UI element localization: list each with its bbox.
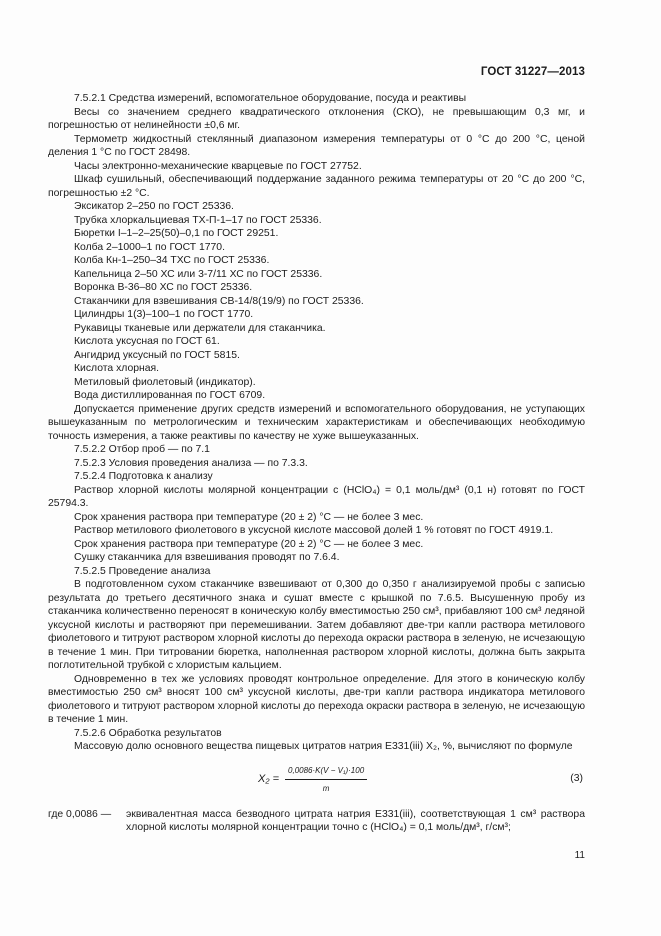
paragraph: Кислота хлорная. — [74, 363, 160, 374]
paragraph: Часы электронно-механические кварцевые по ГОСТ 27752. — [74, 160, 362, 172]
paragraph-list — [48, 92, 585, 754]
paragraph: Рукавицы тканевые или держатели для стаканчика. — [74, 322, 326, 334]
paragraph: Допускается применение других средств измерений и вспомогательного оборудования, не уступающих вышеуказанным по метрологическим и техническим характеристикам и обеспечивающих необходимую точность измерения, а также реактивы по качеству не хуже вышеуказанных. — [48, 403, 585, 442]
where-text: эквивалентная масса безводного цитрата натрия Е331(iii), соответствующая 1 см³ раствора хлорной кислоты молярной концентрации точно c (HClO₄) = 0,1 моль/дм³, г/см³; — [126, 808, 585, 833]
paragraph: Метиловый фиолетовый (индикатор). — [74, 376, 256, 388]
paragraph: 7.5.2.3 Условия проведения анализа — по 7.3.3. — [74, 457, 308, 469]
formula-lhs: X₂ = — [258, 772, 280, 785]
where-clause — [48, 808, 585, 835]
paragraph: Шкаф сушильный, обеспечивающий поддержание заданного режима температуры от 20 °С до 200 °С, погрешностью ±2 °С. — [48, 174, 585, 199]
page-number: 11 — [574, 850, 585, 861]
paragraph: Воронка В-36–80 ХС по ГОСТ 25336. — [74, 282, 253, 293]
paragraph: В подготовленном сухом стаканчике взвешивают от 0,300 до 0,350 г анализируемой пробы с записью результата до третьего десятичного знака и сушат вместе с крышкой по 7.6.5. Высушенную пробу из стаканчика количественно переносят в коническую колбу вместимостью 250 см³, прибавляют 100 см³ ледяной уксусной кислоты и растворяют при перемешивании. Затем добавляют две-три капли раствора метилового фиолетового и титруют раствором хлорной кислоты до перехода окраски раствора в зеленую, не исчезающую в течение 1 мин. При титровании бюретка, наполненная раствором хлорной кислоты, должна быть закрыта поглотительной трубкой с хлористым кальцием. — [48, 579, 585, 671]
paragraph: Ангидрид уксусный по ГОСТ 5815. — [74, 349, 240, 361]
paragraph: Кислота уксусная по ГОСТ 61. — [74, 336, 220, 347]
paragraph: 7.5.2.6 Обработка результатов — [74, 727, 222, 739]
paragraph: Колба Кн-1–250–34 ТХС по ГОСТ 25336. — [74, 255, 270, 266]
paragraph: Капельница 2–50 ХС или 3-7/11 ХС по ГОСТ 25336. — [74, 268, 323, 280]
paragraph: Трубка хлоркальциевая ТХ-П-1–17 по ГОСТ 25336. — [74, 214, 322, 226]
formula-denominator: m — [322, 784, 330, 793]
paragraph: Раствор метилового фиолетового в уксусной кислоте массовой долей 1 % готовят по ГОСТ 4919.1. — [74, 525, 554, 536]
document-body — [48, 92, 585, 835]
where-label: где 0,0086 — — [48, 808, 112, 820]
paragraph: Термометр жидкостный стеклянный диапазоном измерения температуры от 0 °С до 200 °С, ценой деления 1 °С по ГОСТ 28498. — [48, 133, 585, 158]
paragraph: Весы со значением среднего квадратического отклонения (СКО), не превышающим 0,3 мг, и погрешностью от нелинейности ±0,6 мг. — [48, 106, 585, 131]
paragraph: Массовую долю основного вещества пищевых цитратов натрия Е331(iii) X₂, %, вычисляют по формуле — [74, 741, 573, 752]
formula — [258, 764, 367, 796]
formula-number: (3) — [570, 772, 583, 784]
paragraph: Вода дистиллированная по ГОСТ 6709. — [74, 390, 266, 401]
document-header: ГОСТ 31227—2013 — [480, 66, 585, 78]
paragraph: Эксикатор 2–250 по ГОСТ 25336. — [74, 201, 234, 212]
formula-block — [48, 762, 585, 802]
paragraph: Срок хранения раствора при температуре (20 ± 2) °С — не более 3 мес. — [74, 538, 424, 550]
paragraph: 7.5.2.4 Подготовка к анализу — [74, 471, 213, 482]
paragraph: Сушку стаканчика для взвешивания проводят по 7.6.4. — [74, 552, 340, 563]
paragraph: 7.5.2.5 Проведение анализа — [74, 565, 211, 577]
paragraph: Стаканчики для взвешивания СВ-14/8(19/9) по ГОСТ 25336. — [74, 295, 364, 307]
paragraph: Цилиндры 1(3)–100–1 по ГОСТ 1770. — [74, 309, 254, 320]
formula-fraction — [285, 764, 367, 796]
paragraph: 7.5.2.2 Отбор проб — по 7.1 — [74, 444, 210, 455]
paragraph: 7.5.2.1 Средства измерений, вспомогательное оборудование, посуда и реактивы — [74, 93, 467, 104]
paragraph: Срок хранения раствора при температуре (20 ± 2) °С — не более 3 мес. — [74, 511, 424, 523]
paragraph: Раствор хлорной кислоты молярной концентрации c (HClO₄) = 0,1 моль/дм³ (0,1 н) готовят по ГОСТ 25794.3. — [48, 484, 585, 509]
paragraph: Бюретки I–1–2–25(50)–0,1 по ГОСТ 29251. — [74, 228, 279, 239]
formula-numerator: 0,0086·K(V − V₁)·100 — [285, 764, 367, 781]
paragraph: Колба 2–1000–1 по ГОСТ 1770. — [74, 241, 225, 253]
paragraph: Одновременно в тех же условиях проводят контрольное определение. Для этого в коническую колбу вместимостью 250 см³ вносят 100 см³ уксусной кислоты, две-три капли раствора индикатора метилового фиолетового и титруют раствором хлорной кислоты до перехода окраски раствора в зеленую, не исчезающую в течение 1 мин. — [48, 673, 585, 725]
